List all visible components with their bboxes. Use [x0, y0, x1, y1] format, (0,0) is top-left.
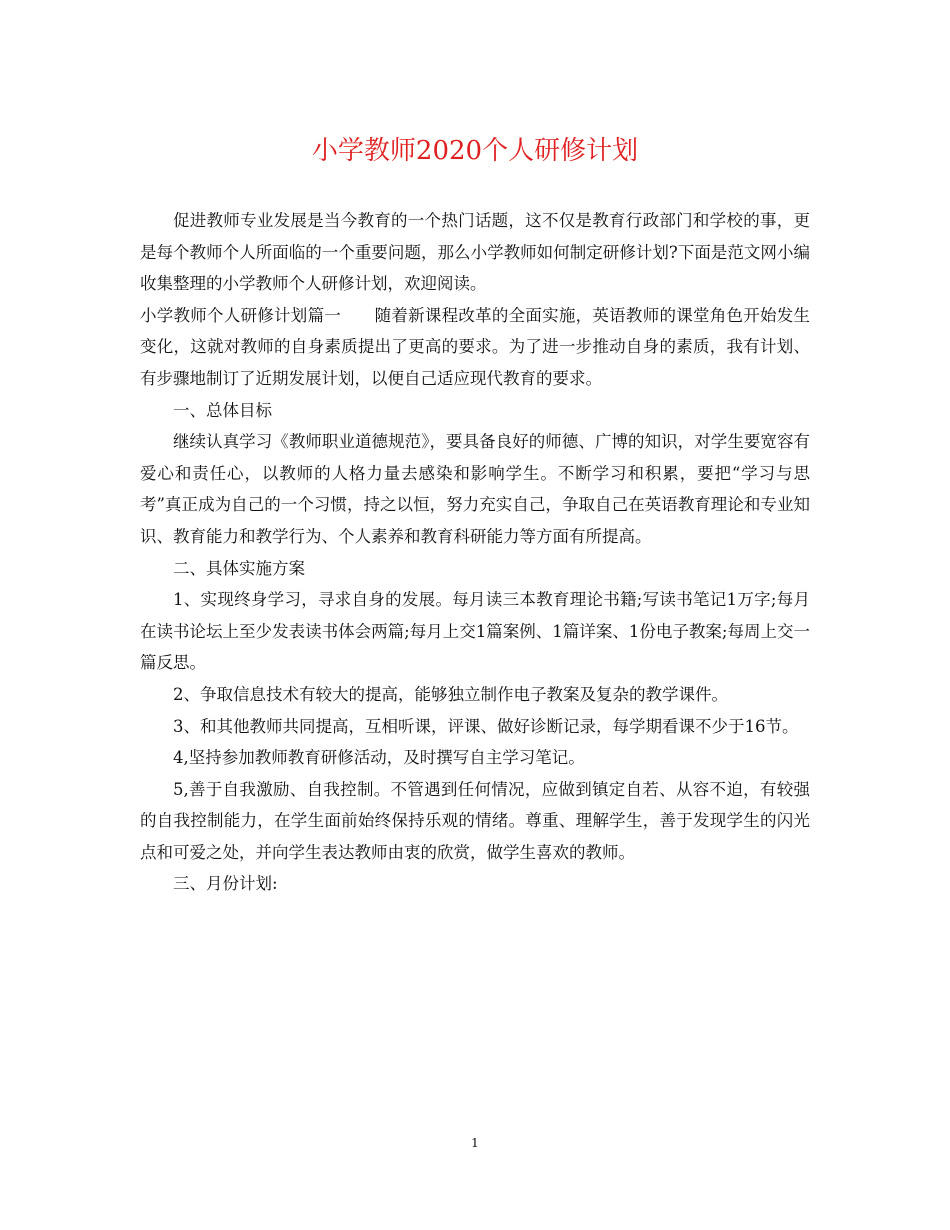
paragraph: 促进教师专业发展是当今教育的一个热门话题，这不仅是教育行政部门和学校的事，更是每个教师个人所面临的一个重要问题，那么小学教师如何制定研修计划?下面是范文网小编收集整理的小学教师个人研修计划，欢迎阅读。 — [140, 211, 810, 294]
document-body — [140, 205, 810, 900]
paragraph: 4,坚持参加教师教育研修活动，及时撰写自主学习笔记。 — [173, 748, 585, 768]
paragraph: 一、总体目标 — [173, 400, 272, 420]
paragraph: 3、和其他教师共同提高，互相听课，评课、做好诊断记录，每学期看课不少于16节。 — [173, 716, 799, 736]
paragraph: 二、具体实施方案 — [173, 558, 305, 578]
page-number: 1 — [471, 1136, 479, 1150]
paragraph: 5,善于自我激励、自我控制。不管遇到任何情况，应做到镇定自若、从容不迫，有较强的自我控制能力，在学生面前始终保持乐观的情绪。尊重、理解学生，善于发现学生的闪光点和可爱之处，并向学生表达教师由衷的欣赏，做学生喜欢的教师。 — [140, 779, 810, 862]
paragraph: 继续认真学习《教师职业道德规范》，要具备良好的师德、广博的知识，对学生要宽容有爱心和责任心，以教师的人格力量去感染和影响学生。不断学习和积累，要把“学习与思考”真正成为自己的一个习惯，持之以恒，努力充实自己，争取自己在英语教育理论和专业知识、教育能力和教学行为、个人素养和教育科研能力等方面有所提高。 — [140, 432, 810, 546]
paragraph: 2、争取信息技术有较大的提高，能够独立制作电子教案及复杂的教学课件。 — [173, 684, 728, 704]
paragraph: 三、月份计划: — [173, 874, 278, 894]
page-title: 小学教师2020个人研修计划 — [311, 136, 639, 166]
paragraph: 小学教师个人研修计划篇一 随着新课程改革的全面实施，英语教师的课堂角色开始发生变化，这就对教师的自身素质提出了更高的要求。为了进一步推动自身的素质，我有计划、有步骤地制订了近期发展计划，以便自己适应现代教育的要求。 — [140, 305, 810, 388]
paragraph: 1、实现终身学习，寻求自身的发展。每月读三本教育理论书籍;写读书笔记1万字;每月在读书论坛上至少发表读书体会两篇;每月上交1篇案例、1篇详案、1份电子教案;每周上交一篇反思。 — [140, 590, 810, 673]
